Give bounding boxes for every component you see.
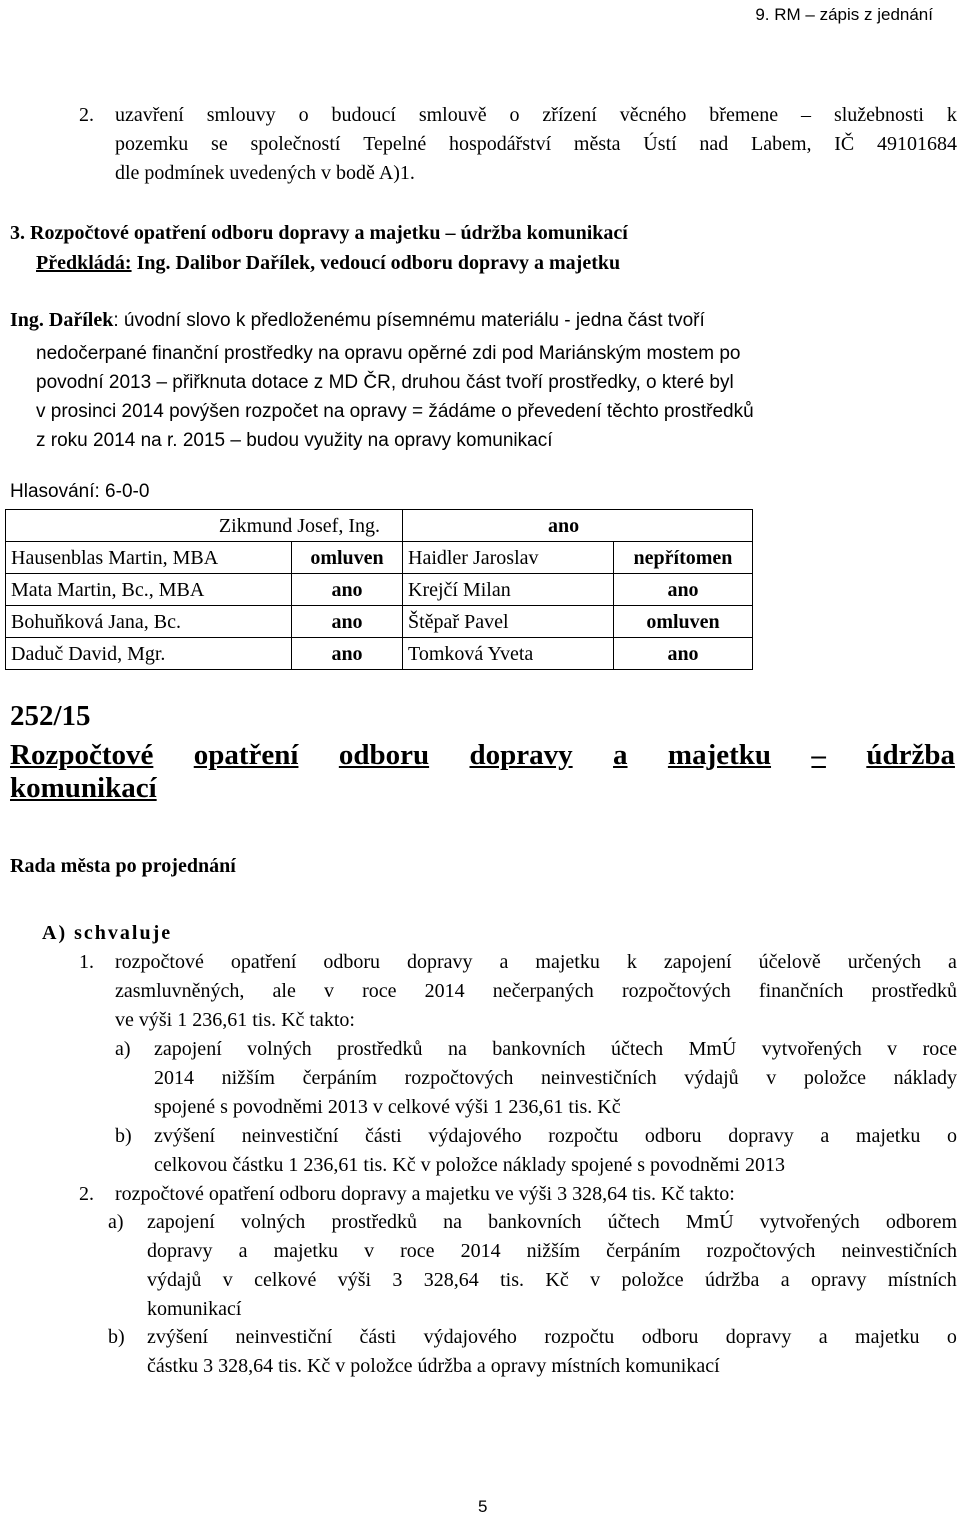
- point-line: [154, 1122, 957, 1151]
- word: Ústí: [643, 133, 677, 155]
- word: odboru: [323, 951, 381, 973]
- resolution-number: 252/15: [10, 700, 91, 732]
- member-name: Krejčí Milan: [403, 574, 614, 606]
- word: Labem,: [750, 133, 812, 155]
- word: opatření: [230, 951, 297, 973]
- word: položce: [621, 1269, 684, 1291]
- item-number: 2.: [79, 104, 94, 126]
- point-line: částku 3 328,64 tis. Kč v položce údržba a opravy místních komunikací: [147, 1355, 720, 1377]
- point-number: 1.: [79, 951, 94, 973]
- word: MmÚ: [685, 1211, 734, 1233]
- word: na: [443, 1211, 462, 1233]
- resolution-title-line: komunikací: [10, 772, 157, 804]
- point-number: 2.: [79, 1183, 94, 1205]
- speech-first-line: [10, 306, 705, 335]
- subpoint-2a-text: [147, 1208, 957, 1324]
- item-2-line: [115, 101, 957, 130]
- speech-body: [36, 339, 754, 455]
- word: a: [820, 1125, 830, 1147]
- speech-line: povodní 2013 – přiřknuta dotace z MD ČR, druhou část tvoří prostředky, o které byl: [36, 372, 734, 393]
- word: pozemku: [115, 133, 189, 155]
- word: čerpáním: [606, 1240, 681, 1262]
- word: budoucí: [331, 104, 396, 126]
- word: rozpočtu: [544, 1326, 615, 1348]
- word: a: [499, 951, 509, 973]
- word: prostředků: [871, 980, 957, 1002]
- word: o: [509, 104, 520, 126]
- word: smlouvy: [206, 104, 276, 126]
- subpoint-2b-text: [147, 1323, 957, 1381]
- word: účtech: [610, 1038, 664, 1060]
- speech-line: nedočerpané finanční prostředky na opravu opěrné zdi pod Mariánským mostem po: [36, 343, 741, 364]
- voting-table: [5, 509, 753, 670]
- point-line: spojené s povodněmi 2013 v celkové výši 1 236,61 tis. Kč: [154, 1096, 621, 1118]
- vote-value: ano: [614, 638, 753, 670]
- word: opravy: [811, 1269, 867, 1291]
- word: nižším: [526, 1240, 581, 1262]
- subpoint-label: b): [115, 1125, 132, 1147]
- vote-value: nepřítomen: [614, 542, 753, 574]
- word: smlouvě: [418, 104, 487, 126]
- word: vytvořených: [761, 1038, 862, 1060]
- word: dopravy: [728, 1125, 794, 1147]
- word: roce: [362, 980, 397, 1002]
- point-line: [115, 948, 957, 977]
- word: ale: [272, 980, 296, 1002]
- word: o: [947, 1125, 957, 1147]
- point-line: [154, 1064, 957, 1093]
- word: a: [238, 1240, 248, 1262]
- word: zasmluvněných,: [115, 980, 245, 1002]
- word: rozpočtových: [621, 980, 731, 1002]
- word: roce: [400, 1240, 435, 1262]
- member-name: Hausenblas Martin, MBA: [6, 542, 292, 574]
- word: Tepelné: [363, 133, 427, 155]
- word: volných: [240, 1211, 306, 1233]
- word: roce: [922, 1038, 957, 1060]
- word: dopravy: [147, 1240, 213, 1262]
- table-row: [6, 606, 753, 638]
- presenter-line: [36, 249, 620, 278]
- member-name: Haidler Jaroslav: [403, 542, 614, 574]
- word: majetku: [535, 951, 600, 973]
- word: celkové: [254, 1269, 317, 1291]
- word: zapojení: [147, 1211, 215, 1233]
- word: vytvořených: [759, 1211, 860, 1233]
- word: odborem: [885, 1211, 957, 1233]
- word: rozpočtu: [548, 1125, 619, 1147]
- member-name: Daduč David, Mgr.: [6, 638, 292, 670]
- word: v: [590, 1269, 601, 1291]
- word: údržba: [704, 1269, 760, 1291]
- point-line: komunikací: [147, 1298, 242, 1320]
- word: v: [887, 1038, 898, 1060]
- word: nečerpaných: [492, 980, 594, 1002]
- subpoint-1a-text: [154, 1035, 957, 1122]
- point-line: [147, 1208, 957, 1237]
- word: zvýšení: [147, 1326, 209, 1348]
- speech-text: : úvodní slovo k předloženému písemnému materiálu - jedna část tvoří: [113, 310, 705, 331]
- word: rozpočtové: [115, 951, 204, 973]
- item-2-text: [115, 101, 957, 188]
- word: tis.: [500, 1269, 525, 1291]
- word: 3: [392, 1269, 403, 1291]
- speech-line: z roku 2014 na r. 2015 – budou využity na opravy komunikací: [36, 430, 553, 451]
- word: zapojení: [663, 951, 732, 973]
- word: v: [323, 980, 334, 1002]
- point-line: [154, 1035, 957, 1064]
- word: a: [948, 951, 957, 973]
- word: 2014: [154, 1067, 194, 1089]
- word: 328,64: [423, 1269, 479, 1291]
- member-name: Štěpař Pavel: [403, 606, 614, 638]
- point-2-text: rozpočtové opatření odboru dopravy a majetku ve výši 3 328,64 tis. Kč takto:: [115, 1183, 735, 1205]
- word: nad: [699, 133, 729, 155]
- vote-value: ano: [292, 574, 403, 606]
- word: v: [364, 1240, 375, 1262]
- member-name: Tomková Yveta: [403, 638, 614, 670]
- subpoint-label: a): [108, 1211, 124, 1233]
- word: Kč: [545, 1269, 569, 1291]
- word: hospodářství: [448, 133, 552, 155]
- subpoint-label: b): [108, 1326, 125, 1348]
- speech-line: v prosinci 2014 povýšen rozpočet na opravy = žádáme o převedení těchto prostředků: [36, 401, 754, 422]
- point-line: celkovou částku 1 236,61 tis. Kč v položce náklady spojené s povodněmi 2013: [154, 1154, 785, 1176]
- word: města: [573, 133, 621, 155]
- word: neinvestiční: [235, 1326, 333, 1348]
- word: volných: [247, 1038, 312, 1060]
- word: zapojení: [154, 1038, 222, 1060]
- word: rozpočtových: [706, 1240, 816, 1262]
- word: v: [766, 1067, 777, 1089]
- word: a: [780, 1269, 790, 1291]
- point-1-text: [115, 948, 957, 1035]
- word: neinvestiční: [241, 1125, 339, 1147]
- point-line: [147, 1266, 957, 1295]
- member-name: Bohuňková Jana, Bc.: [6, 606, 292, 638]
- word: výdajového: [428, 1125, 522, 1147]
- word: uzavření: [115, 104, 184, 126]
- word: 2014: [424, 980, 465, 1002]
- council-statement: Rada města po projednání: [10, 855, 236, 877]
- word: a: [818, 1326, 828, 1348]
- word: služebnosti: [833, 104, 924, 126]
- word: společností: [250, 133, 341, 155]
- word: neinvestičních: [541, 1067, 657, 1089]
- word: o: [946, 1326, 957, 1348]
- point-line: [115, 977, 957, 1006]
- word: výdajů: [147, 1269, 202, 1291]
- word: části: [365, 1125, 402, 1147]
- word: majetku: [273, 1240, 338, 1262]
- word: účtech: [607, 1211, 660, 1233]
- vote-value: ano: [292, 606, 403, 638]
- word: na: [447, 1038, 467, 1060]
- item-2-line: dle podmínek uvedených v bodě A)1.: [115, 162, 415, 184]
- table-row: [6, 638, 753, 670]
- word: dopravy: [725, 1326, 792, 1348]
- word: rozpočtových: [404, 1067, 514, 1089]
- member-name: Zikmund Josef, Ing.: [6, 510, 403, 542]
- section-title: 3. Rozpočtové opatření odboru dopravy a majetku – údržba komunikací: [10, 222, 628, 244]
- word: MmÚ: [688, 1038, 737, 1060]
- voting-label: Hlasování: 6-0-0: [10, 481, 150, 502]
- word: výdajového: [423, 1326, 517, 1348]
- vote-value: ano: [292, 638, 403, 670]
- word: části: [359, 1326, 397, 1348]
- word: věcného: [619, 104, 687, 126]
- approves-label: A) schvaluje: [42, 922, 173, 944]
- speaker-name: Ing. Dařílek: [10, 309, 114, 331]
- word: neinvestičních: [841, 1240, 957, 1262]
- page-header-title: 9. RM – zápis z jednání: [755, 5, 933, 24]
- word: se: [211, 133, 228, 155]
- table-row: [6, 542, 753, 574]
- word: břemene: [709, 104, 779, 126]
- word: o: [298, 104, 309, 126]
- word: výdajů: [684, 1067, 739, 1089]
- word: místních: [887, 1269, 957, 1291]
- subpoint-label: a): [115, 1038, 131, 1060]
- presenter-name: Ing. Dalibor Dařílek, vedoucí odboru dopravy a majetku: [131, 252, 621, 274]
- word: zřízení: [542, 104, 597, 126]
- word: bankovních: [488, 1211, 582, 1233]
- word: zvýšení: [154, 1125, 216, 1147]
- word: odboru: [644, 1125, 702, 1147]
- vote-value: omluven: [292, 542, 403, 574]
- table-row: [6, 510, 753, 542]
- member-name: Mata Martin, Bc., MBA: [6, 574, 292, 606]
- word: náklady: [893, 1067, 957, 1089]
- word: k: [946, 104, 957, 126]
- word: finančních: [758, 980, 844, 1002]
- word: 49101684: [876, 133, 957, 155]
- item-2-line: [115, 130, 957, 159]
- word: 2014: [460, 1240, 501, 1262]
- word: nižším: [221, 1067, 275, 1089]
- word: majetku: [855, 1326, 920, 1348]
- subpoint-1b-text: [154, 1122, 957, 1180]
- page-number: 5: [478, 1497, 488, 1516]
- word: bankovních: [492, 1038, 586, 1060]
- word: –: [801, 104, 812, 126]
- vote-value: omluven: [614, 606, 753, 638]
- word: určených: [847, 951, 922, 973]
- word: položce: [803, 1067, 867, 1089]
- resolution-title: [10, 739, 955, 805]
- word: odboru: [641, 1326, 699, 1348]
- point-line: ve výši 1 236,61 tis. Kč takto:: [115, 1009, 355, 1031]
- word: IČ: [834, 133, 855, 155]
- vote-value: ano: [614, 574, 753, 606]
- word: dopravy: [407, 951, 473, 973]
- word: čerpáním: [302, 1067, 377, 1089]
- word: k: [626, 951, 637, 973]
- table-row: [6, 574, 753, 606]
- word: účelově: [758, 951, 821, 973]
- word: v: [222, 1269, 233, 1291]
- vote-value: ano: [403, 510, 753, 542]
- word: výši: [337, 1269, 372, 1291]
- presenter-label: Předkládá:: [36, 252, 132, 274]
- word: majetku: [855, 1125, 921, 1147]
- resolution-title-line: Rozpočtové opatření odboru dopravy a majetku – údržba: [10, 739, 955, 771]
- point-line: [147, 1323, 957, 1352]
- word: prostředků: [331, 1211, 417, 1233]
- word: prostředků: [337, 1038, 423, 1060]
- point-line: [147, 1237, 957, 1266]
